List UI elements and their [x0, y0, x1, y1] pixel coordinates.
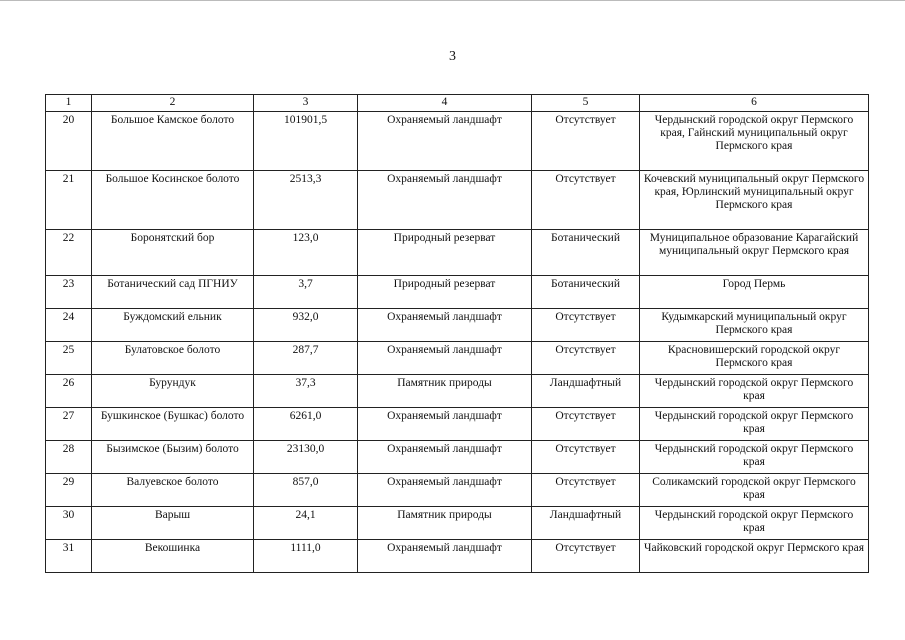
- table-row: [46, 540, 869, 573]
- table-cell: 23: [46, 276, 92, 309]
- column-header: 6: [640, 95, 869, 112]
- table-cell: Большое Косинское болото: [92, 171, 254, 230]
- table-cell: 2513,3: [254, 171, 358, 230]
- table-cell: Памятник природы: [358, 375, 532, 408]
- table-cell: Отсутствует: [532, 112, 640, 171]
- table-cell: Чердынский городской округ Пермского края: [640, 408, 869, 441]
- table-cell: 21: [46, 171, 92, 230]
- table-cell: 22: [46, 230, 92, 276]
- table-cell: Ботанический сад ПГНИУ: [92, 276, 254, 309]
- table-cell: Памятник природы: [358, 507, 532, 540]
- table-cell: 101901,5: [254, 112, 358, 171]
- table-cell: Ботанический: [532, 230, 640, 276]
- table-cell: Красновишерский городской округ Пермского края: [640, 342, 869, 375]
- table-row: [46, 408, 869, 441]
- table-cell: 932,0: [254, 309, 358, 342]
- table-row: [46, 375, 869, 408]
- table-cell: Булатовское болото: [92, 342, 254, 375]
- page-number: 3: [449, 49, 456, 64]
- table-cell: Бызимское (Бызим) болото: [92, 441, 254, 474]
- table-cell: Отсутствует: [532, 474, 640, 507]
- table-cell: Бурундук: [92, 375, 254, 408]
- page-top-edge: [0, 0, 905, 1]
- table-cell: 24,1: [254, 507, 358, 540]
- table-cell: Отсутствует: [532, 441, 640, 474]
- table-cell: Ботанический: [532, 276, 640, 309]
- table-cell: Чердынский городской округ Пермского края: [640, 507, 869, 540]
- column-header: 5: [532, 95, 640, 112]
- table-cell: Охраняемый ландшафт: [358, 342, 532, 375]
- header-row: [46, 95, 869, 112]
- table-cell: Ландшафтный: [532, 507, 640, 540]
- table-cell: 26: [46, 375, 92, 408]
- table-row: [46, 112, 869, 171]
- table-cell: Охраняемый ландшафт: [358, 441, 532, 474]
- table-cell: 3,7: [254, 276, 358, 309]
- table-row: [46, 507, 869, 540]
- table-row: [46, 276, 869, 309]
- column-header: 3: [254, 95, 358, 112]
- table-cell: 29: [46, 474, 92, 507]
- table-cell: 23130,0: [254, 441, 358, 474]
- table-cell: 31: [46, 540, 92, 573]
- table-cell: Отсутствует: [532, 540, 640, 573]
- table-cell: Охраняемый ландшафт: [358, 171, 532, 230]
- table-row: [46, 309, 869, 342]
- table-cell: Валуевское болото: [92, 474, 254, 507]
- table-cell: 287,7: [254, 342, 358, 375]
- table-cell: Ландшафтный: [532, 375, 640, 408]
- table-cell: Охраняемый ландшафт: [358, 309, 532, 342]
- table-cell: Охраняемый ландшафт: [358, 112, 532, 171]
- column-header: 2: [92, 95, 254, 112]
- table-cell: Чайковский городской округ Пермского края: [640, 540, 869, 573]
- table-cell: Отсутствует: [532, 342, 640, 375]
- table-cell: Варыш: [92, 507, 254, 540]
- table-cell: 30: [46, 507, 92, 540]
- table-cell: Природный резерват: [358, 276, 532, 309]
- table-cell: 20: [46, 112, 92, 171]
- table-cell: Соликамский городской округ Пермского края: [640, 474, 869, 507]
- column-header: 4: [358, 95, 532, 112]
- protected-areas-table: [45, 94, 869, 573]
- table-cell: Чердынский городской округ Пермского края: [640, 375, 869, 408]
- table-cell: Охраняемый ландшафт: [358, 408, 532, 441]
- table-cell: 27: [46, 408, 92, 441]
- table-cell: Город Пермь: [640, 276, 869, 309]
- table-cell: 25: [46, 342, 92, 375]
- table-cell: Чердынский городской округ Пермского края, Гайнский муниципальный округ Пермского края: [640, 112, 869, 171]
- table-cell: Отсутствует: [532, 408, 640, 441]
- table-cell: Охраняемый ландшафт: [358, 474, 532, 507]
- table-cell: Отсутствует: [532, 171, 640, 230]
- table-cell: 37,3: [254, 375, 358, 408]
- table-cell: 857,0: [254, 474, 358, 507]
- table-cell: Кудымкарский муниципальный округ Пермского края: [640, 309, 869, 342]
- table-cell: Буждомский ельник: [92, 309, 254, 342]
- table-row: [46, 230, 869, 276]
- table-cell: 1111,0: [254, 540, 358, 573]
- table-cell: Большое Камское болото: [92, 112, 254, 171]
- column-header: 1: [46, 95, 92, 112]
- table-cell: Природный резерват: [358, 230, 532, 276]
- table-row: [46, 342, 869, 375]
- table-cell: 6261,0: [254, 408, 358, 441]
- table-cell: Отсутствует: [532, 309, 640, 342]
- table-cell: 123,0: [254, 230, 358, 276]
- table-cell: Кочевский муниципальный округ Пермского края, Юрлинский муниципальный округ Пермского края: [640, 171, 869, 230]
- table-row: [46, 441, 869, 474]
- table-cell: 28: [46, 441, 92, 474]
- table-row: [46, 171, 869, 230]
- table-cell: Векошинка: [92, 540, 254, 573]
- table-cell: Боронятский бор: [92, 230, 254, 276]
- table-cell: Бушкинское (Бушкас) болото: [92, 408, 254, 441]
- table-cell: 24: [46, 309, 92, 342]
- table-cell: Чердынский городской округ Пермского края: [640, 441, 869, 474]
- table-cell: Муниципальное образование Карагайский муниципальный округ Пермского края: [640, 230, 869, 276]
- table-row: [46, 474, 869, 507]
- table-cell: Охраняемый ландшафт: [358, 540, 532, 573]
